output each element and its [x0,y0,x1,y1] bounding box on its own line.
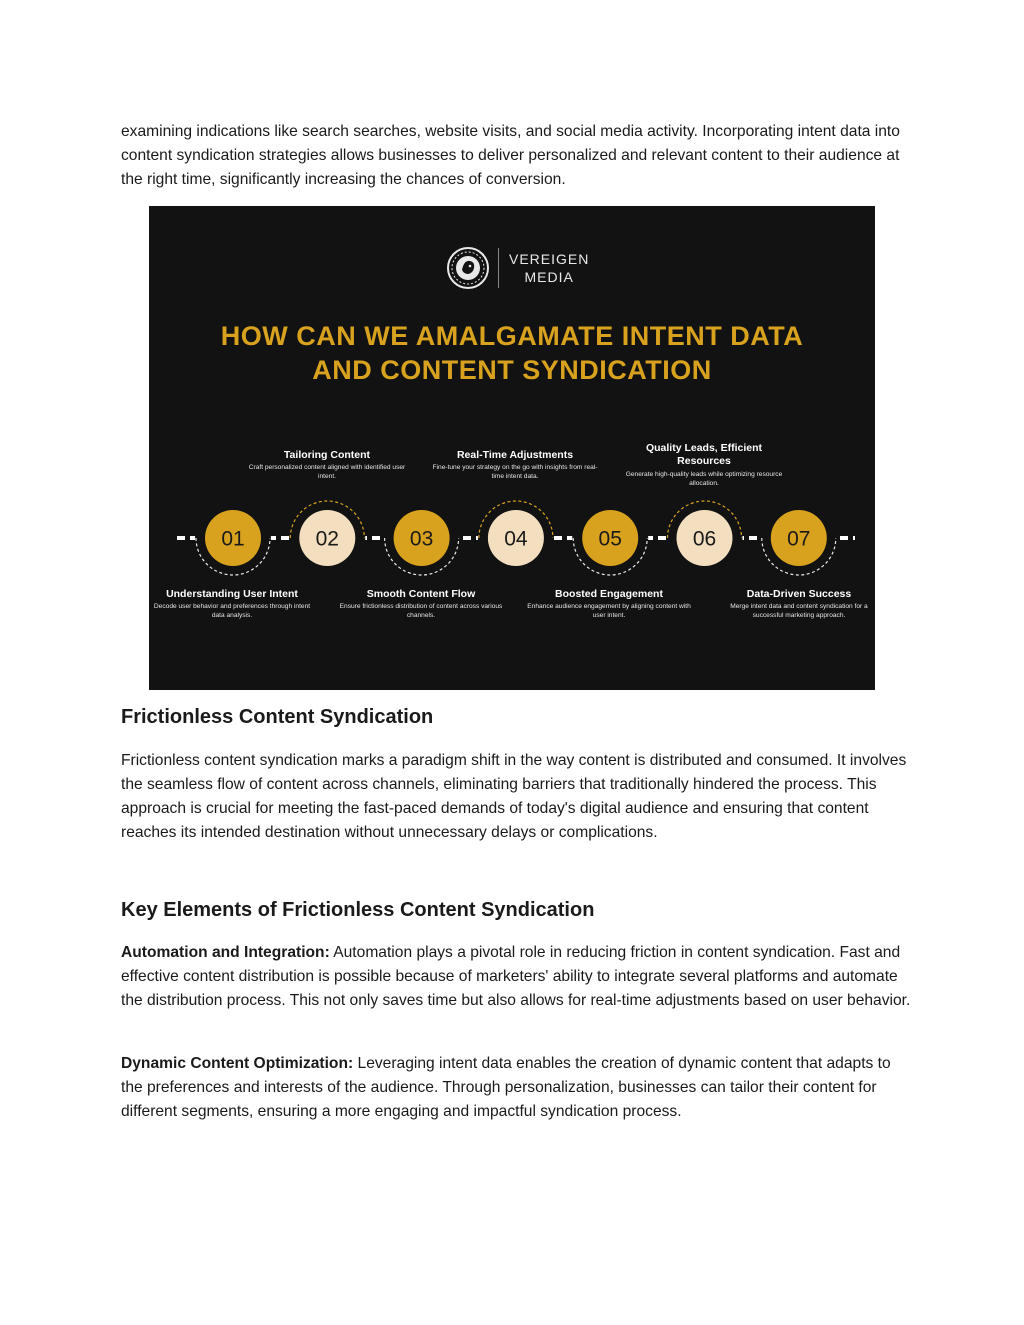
step-03-title: Smooth Content Flow [366,588,476,600]
step-02-description: Craft personalized content aligned with identified user intent. [248,464,406,480]
brand-line-2: MEDIA [524,269,574,285]
infographic-title-line-1: HOW CAN WE AMALGAMATE INTENT DATA [220,321,804,351]
section-1-heading: Frictionless Content Syndication [121,706,434,728]
key-element-dynamic-optimization [121,1052,911,1124]
step-02-marker [289,500,365,576]
step-01-title: Understanding User Intent [166,588,298,600]
infographic-title-line-2: AND CONTENT SYNDICATION [312,355,712,385]
step-06-marker [667,500,743,576]
step-06-number: 06 [692,527,717,551]
step-04-number: 04 [504,527,528,551]
key-element-label: Automation and Integration: [121,944,330,961]
step-06-title: Quality Leads, Efficient Resources [645,442,763,467]
step-03-number: 03 [409,527,434,551]
timeline-graphic [149,496,875,580]
step-05-title: Boosted Engagement [555,588,663,600]
step-01-marker [195,500,271,576]
step-07-marker [761,500,837,576]
key-element-label: Dynamic Content Optimization: [121,1055,354,1072]
step-06-description: Generate high-quality leads while optimizing resource allocation. [625,471,783,487]
key-element-automation [121,941,911,1013]
brand-logo [446,244,589,292]
step-04-marker [478,500,554,576]
step-03-description: Ensure frictionless distribution of content across various channels. [339,603,503,619]
brand-line-1: VEREIGEN [509,251,590,267]
step-04-description: Fine-tune your strategy on the go with insights from real-time intent data. [432,464,598,480]
step-05-number: 05 [598,527,622,551]
step-05-description: Enhance audience engagement by aligning content with user intent. [527,603,691,619]
key-element-text: Leveraging intent data enables the creation of dynamic content that adapts to the preferences and interests of the audience. Through personalization, businesses can tailor their content for different segments, ensuring a more engaging and impactful syndication process. [121,1055,891,1120]
step-02-title: Tailoring Content [283,449,371,461]
step-01-description: Decode user behavior and preferences through intent data analysis. [153,603,311,619]
infographic-image [149,206,875,690]
step-07-title: Data-Driven Success [746,588,852,600]
step-07-number: 07 [787,527,811,551]
section-1-paragraph: Frictionless content syndication marks a paradigm shift in the way content is distributed and consumed. It involves the seamless flow of content across channels, eliminating barriers that traditionally hindered the process. This approach is crucial for meeting the fast-paced demands of today's digital audience and ensuring that content reaches its intended destination without unnecessary delays or complications. [121,752,907,841]
intro-paragraph: examining indications like search searches, website visits, and social media activity. Incorporating intent data into content syndication strategies allows businesses to deliver personalized and relevant content to their audience at the right time, significantly increasing the chances of conversion. [121,123,900,188]
brand-name [509,250,589,286]
step-07-description: Merge intent data and content syndication for a successful marketing approach. [730,603,868,619]
key-element-text: Automation plays a pivotal role in reducing friction in content syndication. Fast and effective content distribution is possible because of marketers' ability to integrate several platforms and automate the distribution process. This not only saves time but also allows for real-time adjustments based on user behavior. [121,944,911,1009]
step-02-number: 02 [315,527,339,551]
logo-divider [498,248,499,288]
section-2-heading: Key Elements of Frictionless Content Syndication [121,899,595,921]
step-01-number: 01 [221,527,245,551]
step-04-title: Real-Time Adjustments [456,449,574,461]
step-03-marker [384,500,460,576]
lion-emblem-icon [446,246,490,290]
step-05-marker [572,500,648,576]
